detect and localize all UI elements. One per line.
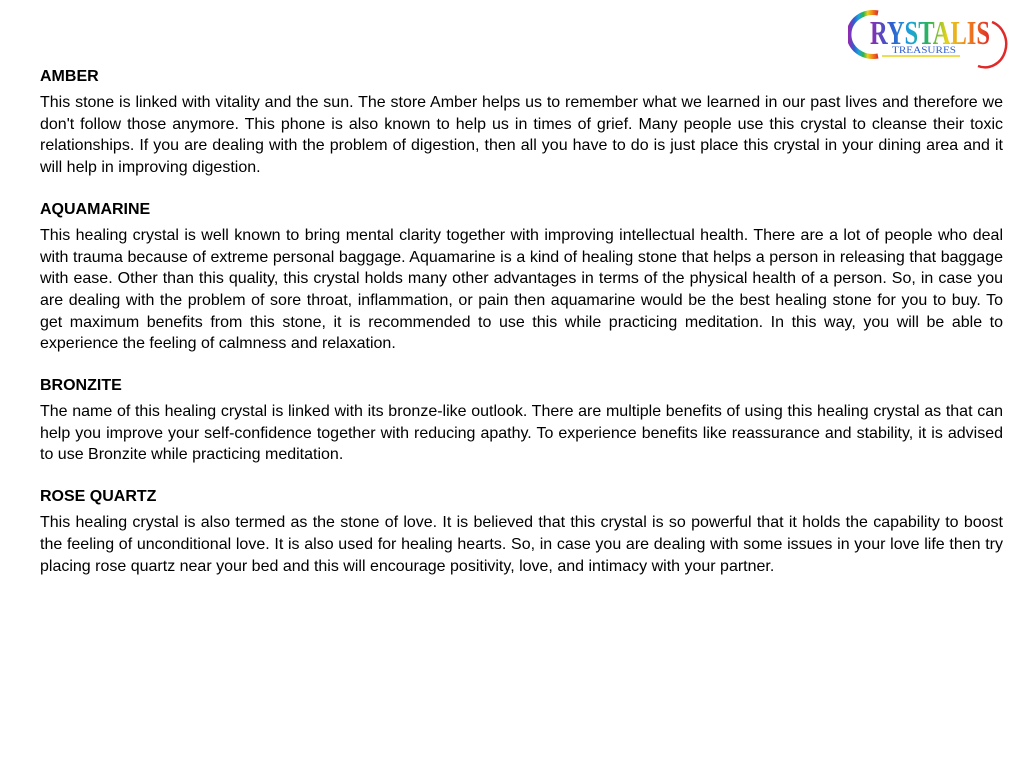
section-rose-quartz (40, 486, 1003, 577)
section-body-amber: This stone is linked with vitality and the sun. The store Amber helps us to remember what we learned in our past lives and therefore we don't follow those anymore. This phone is also known to help us in times of grief. Many people use this crystal to cleanse their toxic relationships. If you are dealing with the problem of digestion, then all you have to do is just place this crystal in your dining area and it will help in improving digestion. (40, 94, 1003, 177)
section-body-aquamarine: This healing crystal is well known to bring mental clarity together with improving intellectual health. There are a lot of people who deal with trauma because of extreme personal baggage. Aquamarine is a kind of healing stone that helps a person in releasing that baggage with ease. Other than this quality, this crystal holds many other advantages in terms of the physical health of a person. So, in case you are dealing with the problem of sore throat, inflammation, or pain then aquamarine would be the best healing stone for you to buy. To get maximum benefits from this stone, it is recommended to use this while practicing meditation. In this way, you will be able to experience the feeling of calmness and relaxation. (40, 226, 1003, 353)
logo-graphic (848, 4, 1018, 70)
section-body-bronzite: The name of this healing crystal is linked with its bronze-like outlook. There are multiple benefits of using this healing crystal as that can help you improve your self-confidence together with reducing apathy. To experience benefits like reassurance and stability, it is advised to use Bronzite while practicing meditation. (40, 403, 1003, 464)
svg-text:TREASURES: TREASURES (892, 45, 956, 55)
section-heading-aquamarine: AQUAMARINE (40, 200, 151, 218)
crystalis-treasures-logo (848, 4, 1018, 70)
section-body-rose-quartz: This healing crystal is also termed as the stone of love. It is believed that this crystal is so powerful that it holds the capability to boost the feeling of unconditional love. It is also used for healing hearts. So, in case you are dealing with some issues in your love life then try placing rose quartz near your bed and this will encourage positivity, love, and intimacy with your partner. (40, 514, 1003, 575)
section-aquamarine (40, 199, 1003, 355)
section-bronzite (40, 375, 1003, 466)
section-amber (40, 66, 1003, 179)
document-body (40, 66, 1003, 597)
section-heading-bronzite: BRONZITE (40, 377, 122, 395)
svg-text:RYSTALIS: RYSTALIS (870, 15, 990, 52)
section-heading-amber: AMBER (40, 68, 99, 85)
section-heading-rose-quartz: ROSE QUARTZ (40, 488, 157, 506)
